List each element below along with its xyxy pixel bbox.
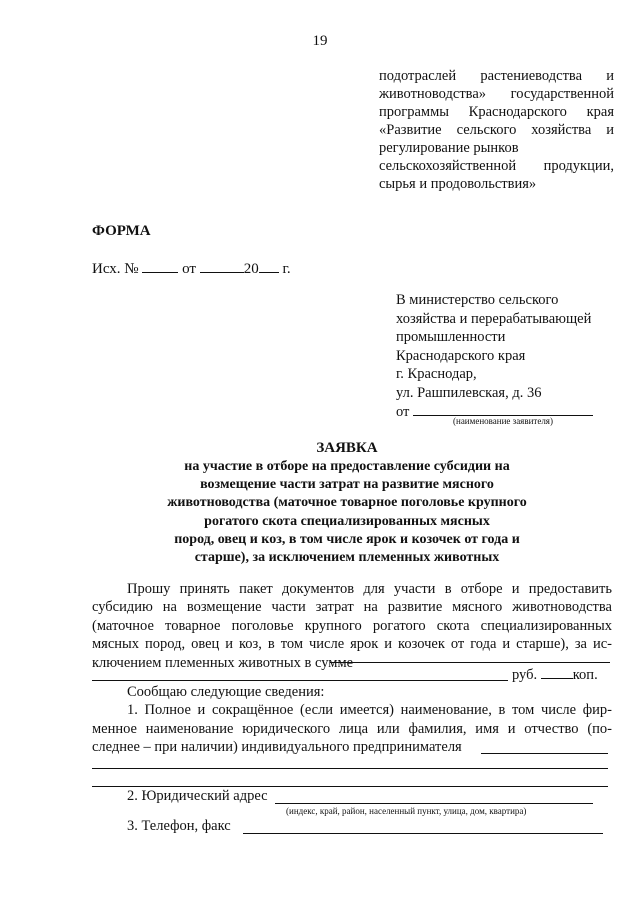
kop-blank[interactable] — [541, 665, 573, 679]
subtitle-line: рогатого скота специализированных мясных — [204, 513, 490, 529]
ref-ot: от — [182, 261, 196, 277]
page-number: 19 — [312, 33, 328, 49]
document-title: ЗАЯВКА — [316, 440, 378, 456]
amount-blank[interactable] — [330, 662, 610, 663]
amount-label: ключением племенных животных в сумме — [92, 654, 354, 671]
subtitle-line: старше), за исключением племенных животных — [194, 550, 500, 566]
applicant-name-blank[interactable] — [413, 402, 593, 416]
paragraph-line: (маточное товарное поголовье крупного рогатого скота специализированных — [92, 617, 612, 634]
kop-label: коп. — [572, 667, 598, 683]
addressee-block — [396, 291, 616, 402]
applicant-caption: (наименование заявителя) — [453, 416, 553, 426]
item1-line: следнее – при наличии) индивидуального предпринимателя — [92, 739, 462, 756]
amount-words-blank[interactable] — [92, 680, 508, 681]
information-section — [92, 683, 612, 757]
rub-label: руб. — [512, 667, 538, 683]
item1-line: 1. Полное и сокращённое (если имеется) наименование, в том числе фир- — [127, 702, 612, 719]
header-line: регулирование рынков — [379, 140, 519, 156]
legal-address-blank[interactable] — [275, 803, 593, 804]
subtitle-line: животноводства (маточное товарное поголовье крупного — [167, 495, 527, 511]
addressee-line: Краснодарского края — [396, 347, 526, 364]
paragraph-line: Прошу принять пакет документов для участи в отборе и предоставить — [127, 581, 612, 597]
ref-year-blank[interactable] — [259, 259, 279, 273]
item1-line: менное наименование юридического лица или фамилия, имя и отчество (по- — [92, 720, 612, 737]
header-line: сырья и продовольствия» — [379, 176, 537, 192]
paragraph-line: субсидию на возмещение части затрат на развитие мясного животноводства — [92, 599, 612, 616]
legal-address-caption: (индекс, край, район, населенный пункт, улица, дом, квартира) — [286, 806, 527, 816]
from-label: от — [396, 404, 410, 420]
ref-year-suffix: г. — [282, 261, 291, 277]
header-line: подотраслей растениеводства и — [379, 68, 614, 84]
item1-name-blank-3[interactable] — [92, 786, 608, 787]
header-line: «Развитие сельского хозяйства и — [379, 122, 614, 138]
addressee-line: ул. Рашпилевская, д. 36 — [396, 384, 542, 401]
item1-name-blank[interactable] — [481, 753, 608, 754]
paragraph-line: мясных пород, овец и коз, в том числе ярок и козочек от года и старше), за ис- — [92, 636, 612, 653]
request-paragraph — [92, 580, 612, 672]
header-reference-block — [379, 67, 614, 193]
subtitle-line: на участие в отборе на предоставление субсидии на — [184, 459, 510, 474]
document-subtitle — [120, 458, 574, 567]
item1-name-blank-2[interactable] — [92, 768, 608, 769]
item2-label: 2. Юридический адрес — [127, 788, 268, 804]
addressee-line: В министерство сельского — [396, 292, 559, 308]
currency-line — [512, 665, 598, 684]
form-label: ФОРМА — [92, 223, 151, 239]
ref-number-blank[interactable] — [142, 259, 178, 273]
addressee-line: промышленности — [396, 329, 506, 345]
reference-number-line — [92, 259, 291, 278]
phone-fax-blank[interactable] — [243, 833, 603, 834]
header-line: животноводства» государственной — [379, 86, 614, 102]
ref-date-blank[interactable] — [200, 259, 244, 273]
header-line: сельскохозяйственной продукции, — [379, 158, 614, 174]
ref-century: 20 — [243, 261, 259, 277]
addressee-line: г. Краснодар, — [396, 366, 477, 382]
addressee-line: хозяйства и перерабатывающей — [396, 310, 592, 327]
subtitle-line: пород, овец и коз, в том числе ярок и козочек от года и — [174, 531, 520, 547]
inform-line: Сообщаю следующие сведения: — [127, 684, 325, 700]
ref-prefix: Исх. № — [92, 261, 139, 277]
subtitle-line: возмещение части затрат на развитие мясного — [200, 477, 494, 493]
item3-label: 3. Телефон, факс — [127, 818, 231, 834]
header-line: программы Краснодарского края — [379, 104, 614, 120]
